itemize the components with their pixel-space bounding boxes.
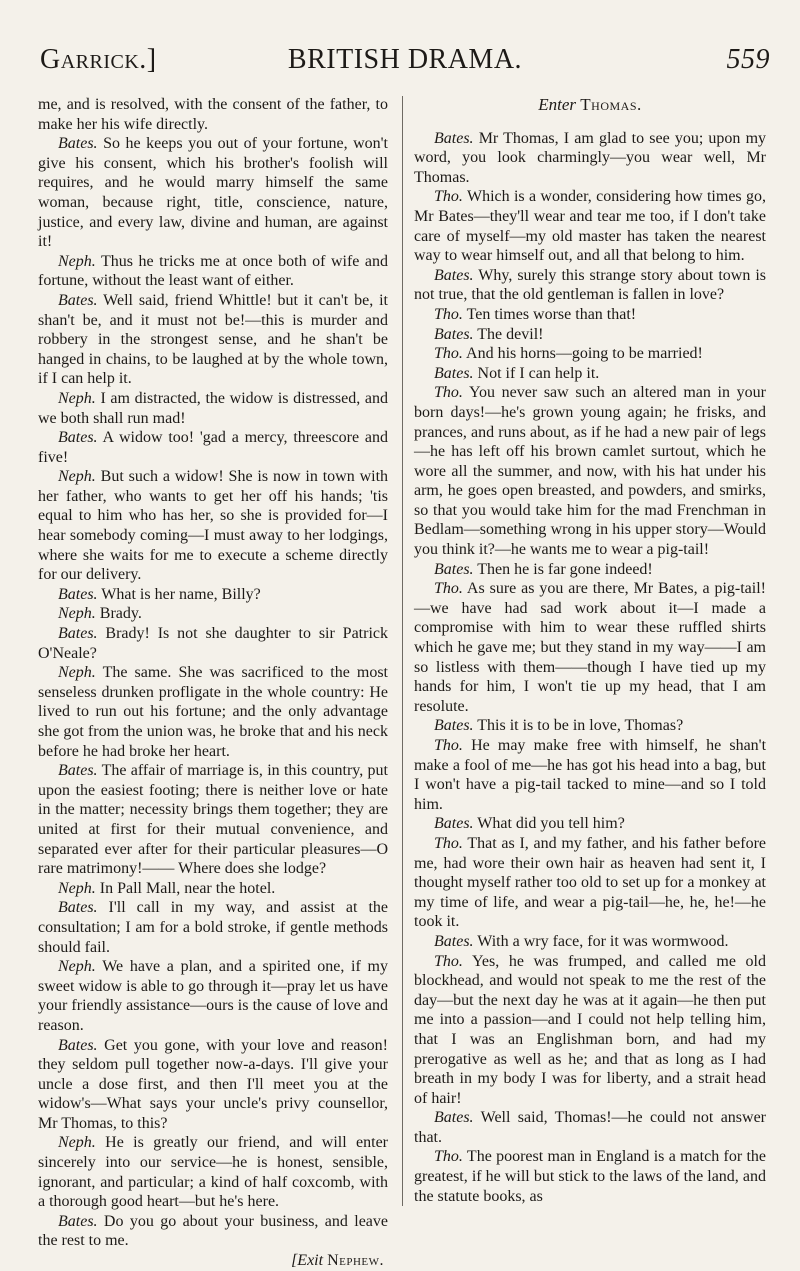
dialogue-paragraph (38, 604, 388, 624)
speech-text: Thus he tricks me at once both of wife and fortune, without the least want of either. (38, 252, 389, 290)
speaker-name: Tho. (434, 834, 463, 852)
speech-text: Why, surely this strange story about town is not true, that the old gentleman is fallen in love? (414, 266, 766, 304)
speech-text: A widow too! 'gad a mercy, threescore and five! (38, 429, 389, 466)
stage-direction-exit (38, 1251, 388, 1271)
dialogue-paragraph (38, 663, 388, 761)
speaker-name: Tho. (434, 384, 463, 402)
speaker-name: Bates. (434, 364, 474, 382)
speaker-name: Bates. (58, 135, 98, 153)
dialogue-paragraph (414, 579, 766, 716)
speech-text: I'll call in my way, and assist at the consultation; I am for a bold stroke, if gentle methods should fail. (38, 899, 389, 956)
speech-text: I am distracted, the widow is distressed, and we both shall run mad! (38, 389, 389, 427)
dialogue-paragraph (414, 187, 766, 265)
dialogue-paragraph (414, 736, 766, 814)
speech-text: The affair of marriage is, in this country, put upon the easiest footing; there is neither love or hate in the matter; necessity brings them together; they are united at first for their mutual convenience, and separated ever after for their particular pleasures—O rare matrimony!—— Where does she lodge? (38, 762, 388, 878)
dialogue-paragraph (38, 291, 388, 389)
speech-text: And his horns—going to be married! (466, 345, 703, 363)
speaker-name: Neph. (58, 389, 96, 407)
header-left: Garrick.] (40, 44, 157, 75)
speaker-name: Tho. (434, 737, 463, 754)
speech-text: He is greatly our friend, and will enter sincerely into our service—he is honest, sensible, ignorant, and particular; a kind of half coxcomb, with a thorough good heart—but he's here. (38, 1134, 389, 1211)
speech-text: Well said, Thomas!—he could not answer that. (414, 1109, 766, 1146)
speaker-name: Bates. (58, 899, 98, 917)
speaker-name: Neph. (58, 252, 96, 270)
speaker-name: Bates. (58, 1212, 98, 1230)
speech-text: In Pall Mall, near the hotel. (99, 879, 276, 897)
dialogue-paragraph (38, 957, 388, 1035)
speaker-name: Bates. (58, 762, 98, 780)
dialogue-paragraph (38, 134, 388, 252)
speech-text: What did you tell him? (477, 815, 625, 833)
dialogue-paragraph (38, 1133, 388, 1211)
speaker-name: Neph. (58, 605, 96, 623)
stage-character: Thomas. (580, 95, 642, 114)
dialogue-paragraph (38, 389, 388, 428)
speech-text: Yes, he was frumped, and called me old blockhead, and would not speak to me the rest of the day—but the next day he was at it again—he then put me into a passion—and I could not help telling him, that I was an Englishman born, and had my prerogative as well as he; and that as long as I had breath in my body I was for liberty, and a strait head of hair! (414, 952, 767, 1107)
speaker-name: Bates. (58, 429, 98, 447)
stage-word: [Exit (291, 1252, 324, 1270)
dialogue-paragraph (414, 716, 766, 736)
speech-text: Brady. (99, 605, 142, 623)
speech-text: With a wry face, for it was wormwood. (477, 932, 729, 950)
dialogue-paragraph (38, 1212, 388, 1251)
dialogue-paragraph (414, 1147, 766, 1206)
stage-word: Enter (538, 95, 577, 114)
dialogue-paragraph (38, 1036, 388, 1134)
speaker-name: Neph. (58, 468, 96, 486)
speaker-name: Tho. (434, 1148, 463, 1166)
speaker-name: Tho. (434, 305, 463, 323)
speaker-name: Tho. (434, 345, 463, 363)
speech-text: He may make free with himself, he shan't make a fool of me—he has got his head into a bag, but I won't have a pig-tail tacked to mine—and so I told him. (414, 737, 767, 813)
speech-text: Ten times worse than that! (466, 305, 637, 323)
speech-text: me, and is resolved, with the consent of the father, to make her his wife directly. (38, 96, 388, 133)
dialogue-paragraph (38, 95, 388, 134)
speaker-name: Neph. (58, 664, 96, 682)
speech-text: The poorest man in England is a match for the greatest, if he will but stick to the laws of the land, and the statute books, as (414, 1148, 766, 1205)
speech-text: Brady! Is not she daughter to sir Patrick O'Neale? (38, 625, 389, 662)
speech-text: This it is to be in love, Thomas? (477, 717, 684, 735)
speaker-name: Bates. (434, 1109, 474, 1127)
dialogue-paragraph (414, 814, 766, 834)
speech-text: That as I, and my father, and his father before me, had wore their own hair as heaven had sent it, I thought myself rather too old to set up for a monkey at my time of life, and wear a pig-tail—he, he, he!—he took it. (414, 834, 766, 931)
speech-text: As sure as you are there, Mr Bates, a pig-tail!—we have had sad work about it—I made a compromise with him to wear these ruffled shirts which he gave me; but they stand in my way——I am so listless with them——though I have tied up my hands for him, I won't tie up my head, that I am resolute. (414, 580, 766, 715)
stage-character: Nephew. (327, 1252, 384, 1270)
speaker-name: Tho. (434, 952, 463, 970)
dialogue-paragraph (414, 344, 766, 364)
dialogue-paragraph (38, 585, 388, 605)
speech-text: Do you go about your business, and leave the rest to me. (38, 1212, 388, 1250)
running-header (40, 44, 770, 84)
speech-text: Then he is far gone indeed! (477, 560, 653, 578)
dialogue-paragraph (414, 834, 766, 932)
column-divider (402, 96, 403, 1206)
speech-text: Mr Thomas, I am glad to see you; upon my word, you look charmingly—you wear well, Mr Thomas. (414, 129, 767, 186)
speaker-name: Neph. (58, 1134, 96, 1152)
dialogue-paragraph (38, 761, 388, 879)
speaker-name: Bates. (58, 625, 98, 643)
speech-text: The devil! (477, 325, 544, 343)
dialogue-paragraph (414, 383, 766, 559)
speaker-name: Bates. (58, 1036, 98, 1054)
left-column (38, 95, 388, 1271)
speaker-name: Bates. (58, 291, 98, 309)
dialogue-paragraph (38, 624, 388, 663)
dialogue-paragraph (38, 898, 388, 957)
speaker-name: Bates. (434, 932, 474, 950)
dialogue-paragraph (414, 266, 766, 305)
speech-text: Well said, friend Whittle! but it can't be, it shan't be, and it must not be!—this is murder and robbery in the strongest sense, and he shan't be hanged in chains, to be laughed at by the whole town, if I can help it. (38, 291, 388, 388)
speech-text: We have a plan, and a spirited one, if my sweet widow is able to go through it—pray let us have your friendly assistance—ours is the cause of love and reason. (38, 958, 388, 1034)
speaker-name: Bates. (58, 585, 98, 603)
speech-text: But such a widow! She is now in town with her father, who wants to get her off his hands; 'tis equal to him who has her, so she is provided for—I hear somebody coming—I must away to her lodgings, where she waits for me to execute a scheme directly for our delivery. (38, 468, 389, 584)
speaker-name: Neph. (58, 879, 96, 897)
right-column (414, 95, 766, 1206)
speech-text: You never saw such an altered man in your born days!—he's grown young again; he frisks, and prances, and runs about, as if he had a new pair of legs—he has left off his brown camlet surtout, which he wore all the summer, and now, with his hat under his arm, he goes open breasted, and powders, and smirks, so that you would take him for the mad Frenchman in Bedlam—something wrong in his upper story—Would you think it?—he wants me to wear a pig-tail! (414, 384, 766, 559)
speech-text: So he keeps you out of your fortune, won't give his consent, which his brother's foolish will requires, and he would marry himself the same woman, because right, title, conscience, nature, justice, and every law, divine and human, are against it! (38, 135, 389, 251)
speaker-name: Bates. (434, 815, 474, 833)
speaker-name: Bates. (434, 266, 474, 284)
speech-text: What is her name, Billy? (101, 585, 261, 603)
dialogue-paragraph (38, 252, 388, 291)
dialogue-paragraph (414, 952, 766, 1109)
speaker-name: Bates. (434, 717, 474, 735)
speaker-name: Bates. (434, 325, 474, 343)
speaker-name: Bates. (434, 560, 474, 578)
dialogue-paragraph (414, 305, 766, 325)
dialogue-paragraph (38, 879, 388, 899)
dialogue-paragraph (414, 129, 766, 188)
dialogue-paragraph (414, 1108, 766, 1147)
speech-text: Which is a wonder, considering how times go, Mr Bates—they'll wear and tear me too, if I don't take care of myself—my old master has taken the nearest way to wear himself out, and all that belong to him. (414, 188, 766, 265)
page-number: 559 (726, 44, 770, 75)
dialogue-paragraph (414, 932, 766, 952)
header-title: BRITISH DRAMA. (287, 44, 523, 75)
speaker-name: Neph. (58, 958, 96, 976)
dialogue-paragraph (414, 325, 766, 345)
dialogue-paragraph (414, 364, 766, 384)
speech-text: Not if I can help it. (477, 364, 600, 382)
speaker-name: Tho. (434, 580, 463, 598)
speech-text: Get you gone, with your love and reason! they seldom pull together now-a-days. I'll give your uncle a dose first, and then I'll meet you at the widow's—What says your uncle's privy counsellor, Mr Thomas, to this? (38, 1036, 388, 1132)
speech-text: The same. She was sacrificed to the most senseless drunken profligate in the whole country: He lived to run out his fortune; and the only advantage she got from the union was, he broke that and his neck before he had broke her heart. (38, 664, 389, 760)
speaker-name: Bates. (434, 129, 474, 147)
stage-direction-enter (414, 95, 766, 115)
dialogue-paragraph (414, 560, 766, 580)
dialogue-paragraph (38, 467, 388, 585)
speaker-name: Tho. (434, 188, 463, 206)
dialogue-paragraph (38, 428, 388, 467)
